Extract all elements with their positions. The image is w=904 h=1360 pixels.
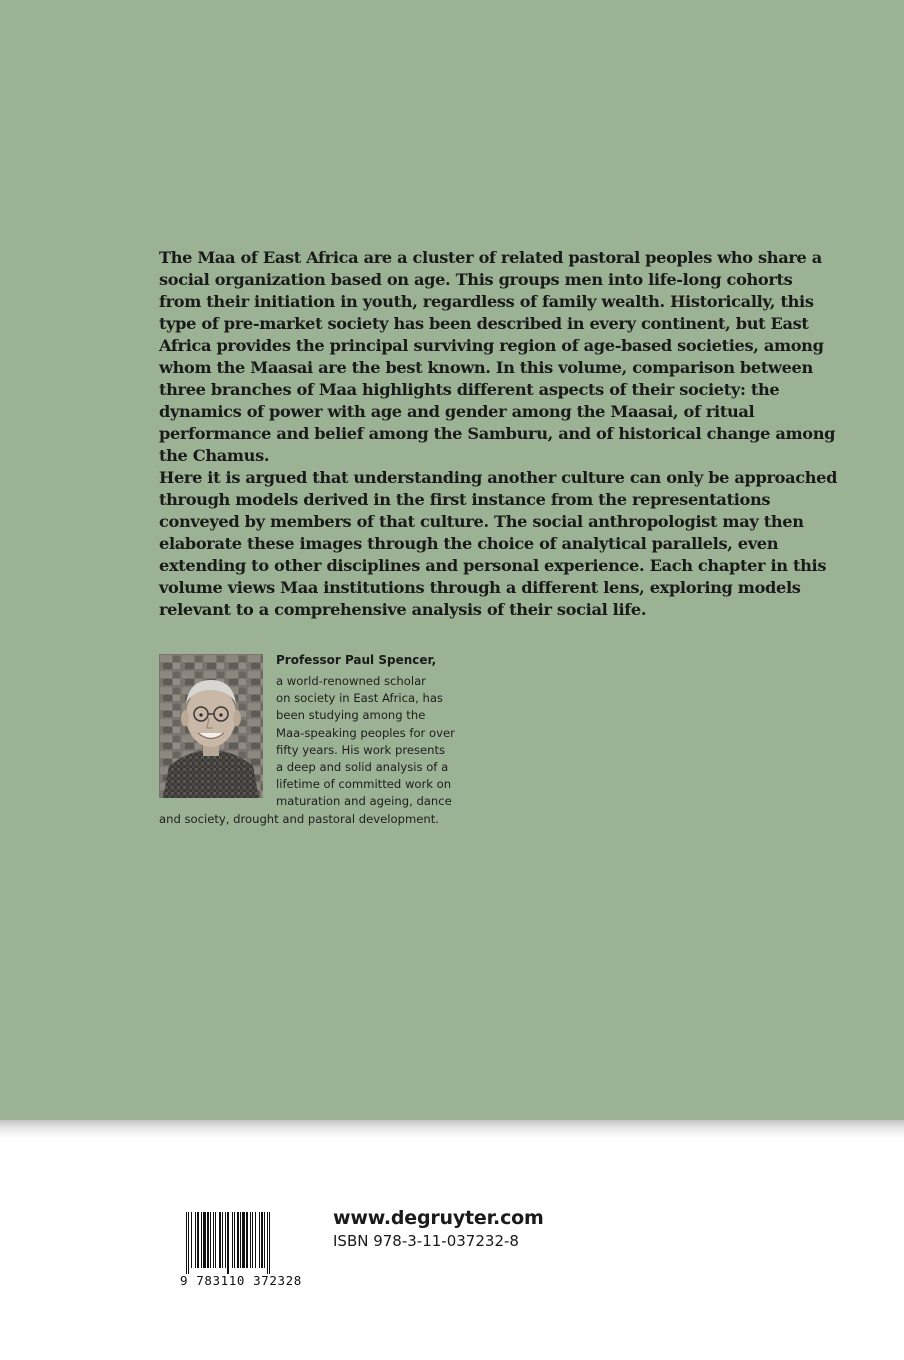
- barcode-bar: [222, 1212, 223, 1268]
- barcode-bar: [269, 1212, 270, 1274]
- blurb-paragraph-1: The Maa of East Africa are a cluster of related pastoral peoples who share a social organization based on age. This groups men into life-long cohorts from their initiation in youth, regardless of family wealth. Historically, this type of pre-market society has been described in every continent, but East Africa provides the principal surviving region of age-based societies, among whom the Maasai are the best known. In this volume, comparison between three branches of Maa highlights different aspects of their society: the dynamics of power with age and gender among the Maasai, of ritual performance and belief among the Samburu, and of historical change among the Chamus.: [159, 248, 836, 465]
- author-bio-line: Maa-speaking peoples for over: [276, 725, 455, 740]
- author-bio-line: and society, drought and pastoral development.: [159, 811, 439, 826]
- barcode-bar: [188, 1212, 189, 1274]
- cover-shadow: [0, 1120, 904, 1138]
- barcode-bar: [261, 1212, 263, 1268]
- barcode-bar: [242, 1212, 245, 1268]
- author-bio-line: fifty years. His work presents: [276, 742, 446, 757]
- author-bio-line: been studying among the: [276, 708, 426, 723]
- barcode-bar: [246, 1212, 248, 1268]
- barcode-bar: [191, 1212, 192, 1268]
- barcode-bar: [225, 1212, 226, 1268]
- author-bio-line: maturation and ageing, dance: [276, 794, 452, 809]
- isbn-barcode: [180, 1212, 310, 1292]
- barcode-bar: [210, 1212, 211, 1268]
- barcode-bar: [250, 1212, 251, 1268]
- barcode-bar: [255, 1212, 256, 1268]
- barcode-bar: [264, 1212, 265, 1268]
- author-bio: [159, 673, 489, 828]
- barcode-bar: [252, 1212, 253, 1268]
- barcode-bar: [201, 1212, 202, 1268]
- barcode-bar: [227, 1212, 229, 1274]
- barcode-bar: [207, 1212, 209, 1268]
- author-bio-line: lifetime of committed work on: [276, 777, 452, 792]
- barcode-bar: [240, 1212, 241, 1268]
- barcode-bars: [180, 1212, 310, 1274]
- barcode-bar: [203, 1212, 206, 1268]
- barcode-bar: [237, 1212, 239, 1268]
- blurb-paragraph-2: Here it is argued that understanding another culture can only be approached through models derived in the first instance from the representations conveyed by members of that culture. The social anthropologist may then elaborate these images through the choice of analytical parallels, even extending to other disciplines and personal experience. Each chapter in this volume views Maa institutions through a different lens, exploring models relevant to a comprehensive analysis of their social life.: [159, 468, 838, 619]
- barcode-bar: [197, 1212, 199, 1268]
- author-bio-line: on society in East Africa, has: [276, 691, 443, 706]
- author-name: Professor Paul Spencer,: [276, 653, 437, 667]
- author-bio-line: a deep and solid analysis of a: [276, 760, 449, 775]
- barcode-bar: [186, 1212, 187, 1274]
- barcode-bar: [234, 1212, 235, 1268]
- barcode-bar: [259, 1212, 260, 1268]
- barcode-bar: [267, 1212, 268, 1274]
- barcode-bar: [213, 1212, 214, 1268]
- barcode-bar: [215, 1212, 216, 1268]
- isbn-number: ISBN 978-3-11-037232-8: [333, 1232, 519, 1250]
- author-bio-line: a world-renowned scholar: [276, 674, 426, 688]
- publisher-url[interactable]: www.degruyter.com: [333, 1207, 544, 1229]
- barcode-bar: [195, 1212, 196, 1268]
- barcode-bar: [219, 1212, 221, 1268]
- barcode-bar: [232, 1212, 233, 1268]
- author-section: [159, 652, 489, 832]
- barcode-digits: 9 783110 372328: [180, 1273, 302, 1288]
- cover-blurb: [159, 247, 839, 621]
